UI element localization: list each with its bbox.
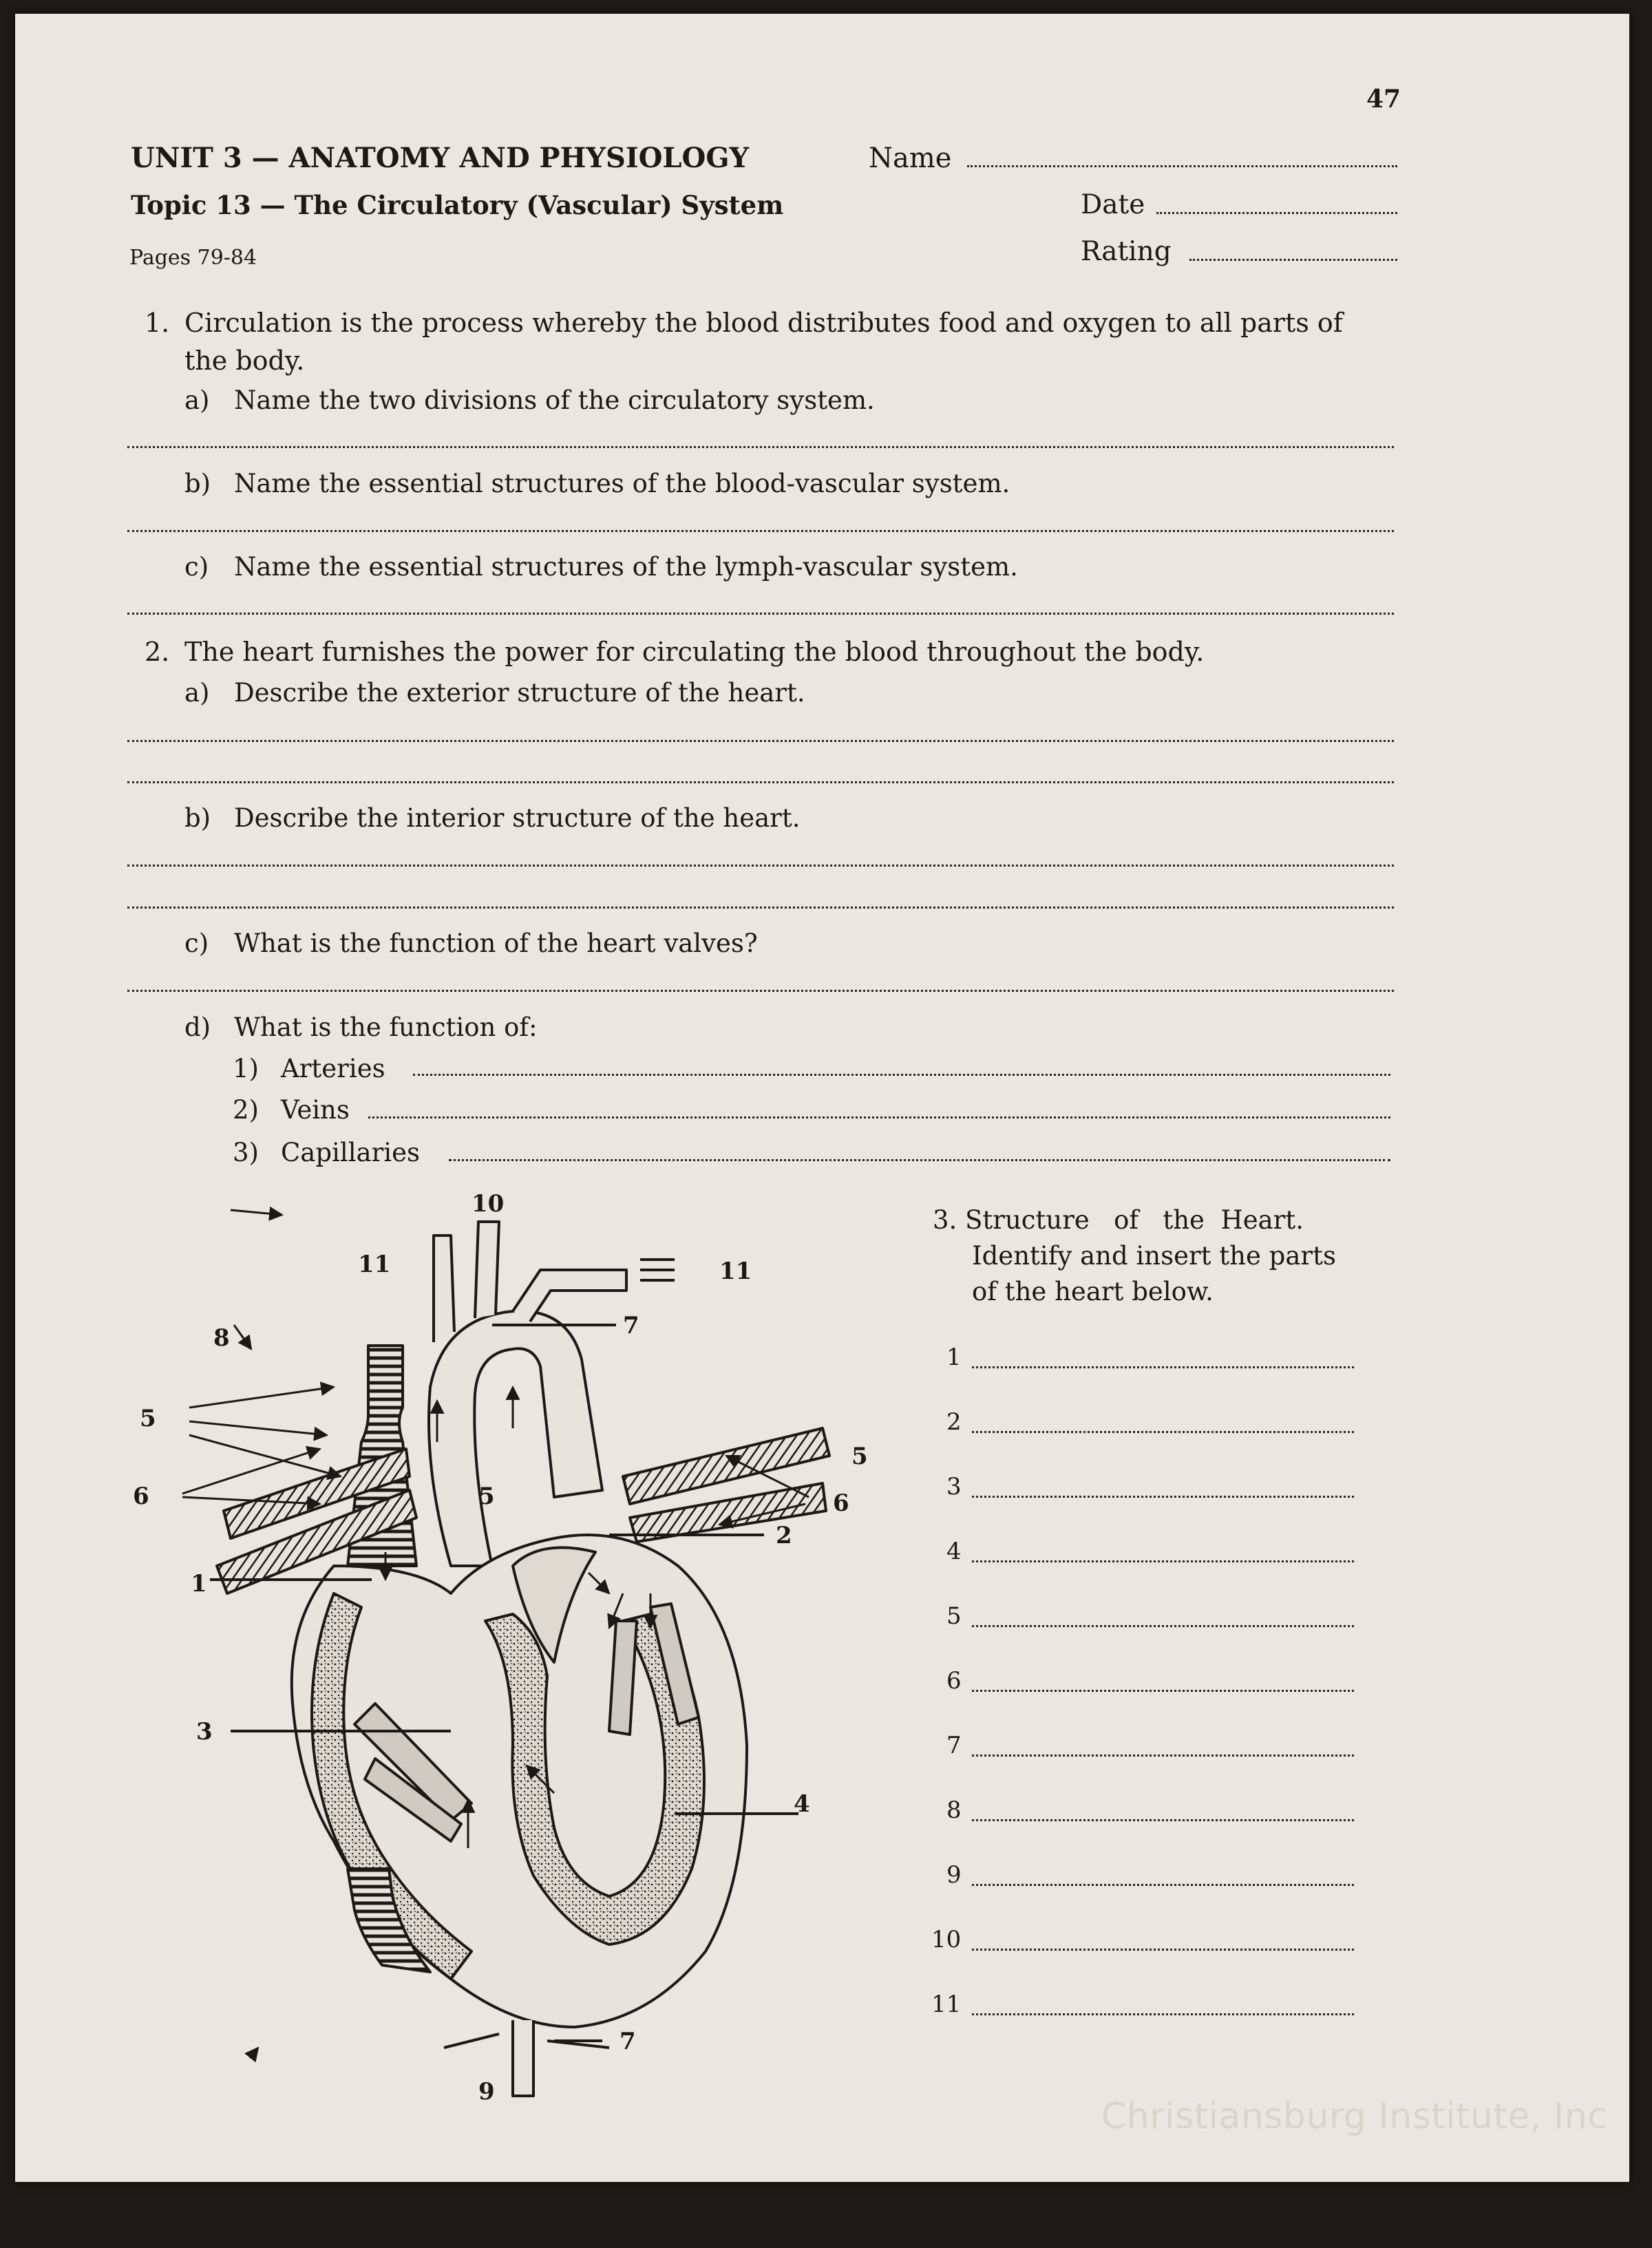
- page-number: 47: [1366, 85, 1401, 114]
- q3-answer-line[interactable]: [972, 1949, 1354, 1951]
- q2-text: The heart furnishes the power for circulating the blood throughout the body.: [184, 637, 1205, 667]
- q3-answer-number: 5: [946, 1602, 962, 1630]
- q3-answer-line[interactable]: [972, 2013, 1354, 2015]
- q2b-answer-line-1[interactable]: [127, 865, 1394, 867]
- q1c-label: c): [184, 552, 209, 582]
- q2d-text: What is the function of:: [234, 1012, 538, 1042]
- q3-answer-line[interactable]: [972, 1496, 1354, 1498]
- diagram-label-6a: 6: [133, 1483, 149, 1510]
- q2-number: 2.: [145, 637, 170, 667]
- q3-answer-line[interactable]: [972, 1366, 1354, 1368]
- q3-answer-line[interactable]: [972, 1819, 1354, 1821]
- diagram-label-7b: 7: [620, 2028, 636, 2055]
- diagram-label-9: 9: [478, 2078, 495, 2106]
- diagram-label-1: 1: [191, 1570, 207, 1598]
- diagram-label-7a: 7: [623, 1312, 639, 1339]
- q3-answer-number: 7: [946, 1732, 962, 1759]
- diagram-label-8: 8: [213, 1324, 230, 1352]
- q2a-answer-line-1[interactable]: [127, 740, 1394, 742]
- q2a-label: a): [184, 678, 210, 708]
- q3-answer-number: 8: [946, 1796, 962, 1824]
- q3-answer-number: 6: [946, 1667, 962, 1695]
- rating-label: Rating: [1081, 236, 1172, 267]
- q2a-text: Describe the exterior structure of the heart.: [234, 678, 805, 708]
- q1c-text: Name the essential structures of the lymph-vascular system.: [234, 552, 1018, 582]
- date-field[interactable]: [1156, 212, 1397, 214]
- diagram-label-3: 3: [196, 1718, 213, 1746]
- diagram-label-5a: 5: [140, 1405, 156, 1432]
- heart-diagram: [127, 1180, 898, 2130]
- q2d-item-label: Veins: [281, 1095, 350, 1125]
- diagram-label-6b: 6: [833, 1489, 849, 1517]
- topic-title: Topic 13 — The Circulatory (Vascular) System: [131, 190, 784, 220]
- q1-text-line2: the body.: [184, 346, 305, 376]
- q3-answer-number: 3: [946, 1473, 962, 1501]
- pages-label: Pages 79-84: [129, 246, 257, 270]
- veins-answer-line[interactable]: [368, 1116, 1390, 1118]
- diagram-label-2: 2: [776, 1522, 792, 1549]
- q3-answer-number: 10: [931, 1926, 962, 1953]
- q3-line1: 3. Structure of the Heart.: [933, 1205, 1304, 1235]
- q3-line3: of the heart below.: [972, 1277, 1214, 1306]
- name-label: Name: [869, 142, 952, 174]
- q1b-label: b): [184, 469, 211, 498]
- rating-field[interactable]: [1189, 259, 1397, 261]
- q1b-text: Name the essential structures of the blood-vascular system.: [234, 469, 1010, 498]
- q3-answer-number: 11: [931, 1991, 962, 2018]
- diagram-label-5b: 5: [851, 1443, 868, 1470]
- q1c-answer-line[interactable]: [127, 613, 1394, 615]
- q3-answer-number: 4: [946, 1538, 962, 1565]
- q2b-answer-line-2[interactable]: [127, 906, 1394, 909]
- q3-answer-line[interactable]: [972, 1431, 1354, 1433]
- q3-answer-number: 2: [946, 1408, 962, 1436]
- q2d-item-label: Arteries: [281, 1054, 385, 1083]
- q3-answer-line[interactable]: [972, 1690, 1354, 1692]
- watermark: Christiansburg Institute, Inc: [1101, 2096, 1608, 2137]
- q2c-answer-line[interactable]: [127, 990, 1394, 992]
- q2d-label: d): [184, 1012, 211, 1042]
- q3-answer-number: 1: [946, 1344, 962, 1371]
- q2d-item-number: 3): [233, 1138, 259, 1167]
- diagram-label-11b: 11: [719, 1258, 752, 1285]
- q3-answer-line[interactable]: [972, 1625, 1354, 1627]
- q3-answer-line[interactable]: [972, 1754, 1354, 1757]
- q1-number: 1.: [145, 308, 170, 338]
- q1a-answer-line[interactable]: [127, 446, 1394, 448]
- q2b-label: b): [184, 803, 211, 833]
- q1a-label: a): [184, 385, 210, 415]
- q1-text-line1: Circulation is the process whereby the blood distributes food and oxygen to all parts of: [184, 308, 1343, 338]
- date-label: Date: [1081, 189, 1145, 220]
- diagram-label-5c: 5: [478, 1483, 495, 1510]
- q3-answer-number: 9: [946, 1861, 962, 1889]
- q2d-item-label: Capillaries: [281, 1138, 421, 1167]
- arteries-answer-line[interactable]: [413, 1074, 1390, 1076]
- diagram-label-11a: 11: [358, 1251, 391, 1278]
- diagram-label-10: 10: [472, 1190, 505, 1218]
- q2d-item-number: 2): [233, 1095, 259, 1125]
- q3-line2: Identify and insert the parts: [972, 1241, 1336, 1271]
- q3-answer-line[interactable]: [972, 1560, 1354, 1562]
- q2d-item-number: 1): [233, 1054, 259, 1083]
- q3-answer-line[interactable]: [972, 1884, 1354, 1886]
- q2c-label: c): [184, 929, 209, 958]
- unit-title: UNIT 3 — ANATOMY AND PHYSIOLOGY: [131, 142, 750, 174]
- diagram-label-4: 4: [794, 1790, 810, 1818]
- q1b-answer-line[interactable]: [127, 530, 1394, 532]
- q2b-text: Describe the interior structure of the heart.: [234, 803, 801, 833]
- capillaries-answer-line[interactable]: [449, 1159, 1390, 1161]
- name-field[interactable]: [967, 165, 1397, 167]
- q2c-text: What is the function of the heart valves?: [234, 929, 758, 958]
- q1a-text: Name the two divisions of the circulatory system.: [234, 385, 875, 415]
- q2a-answer-line-2[interactable]: [127, 781, 1394, 783]
